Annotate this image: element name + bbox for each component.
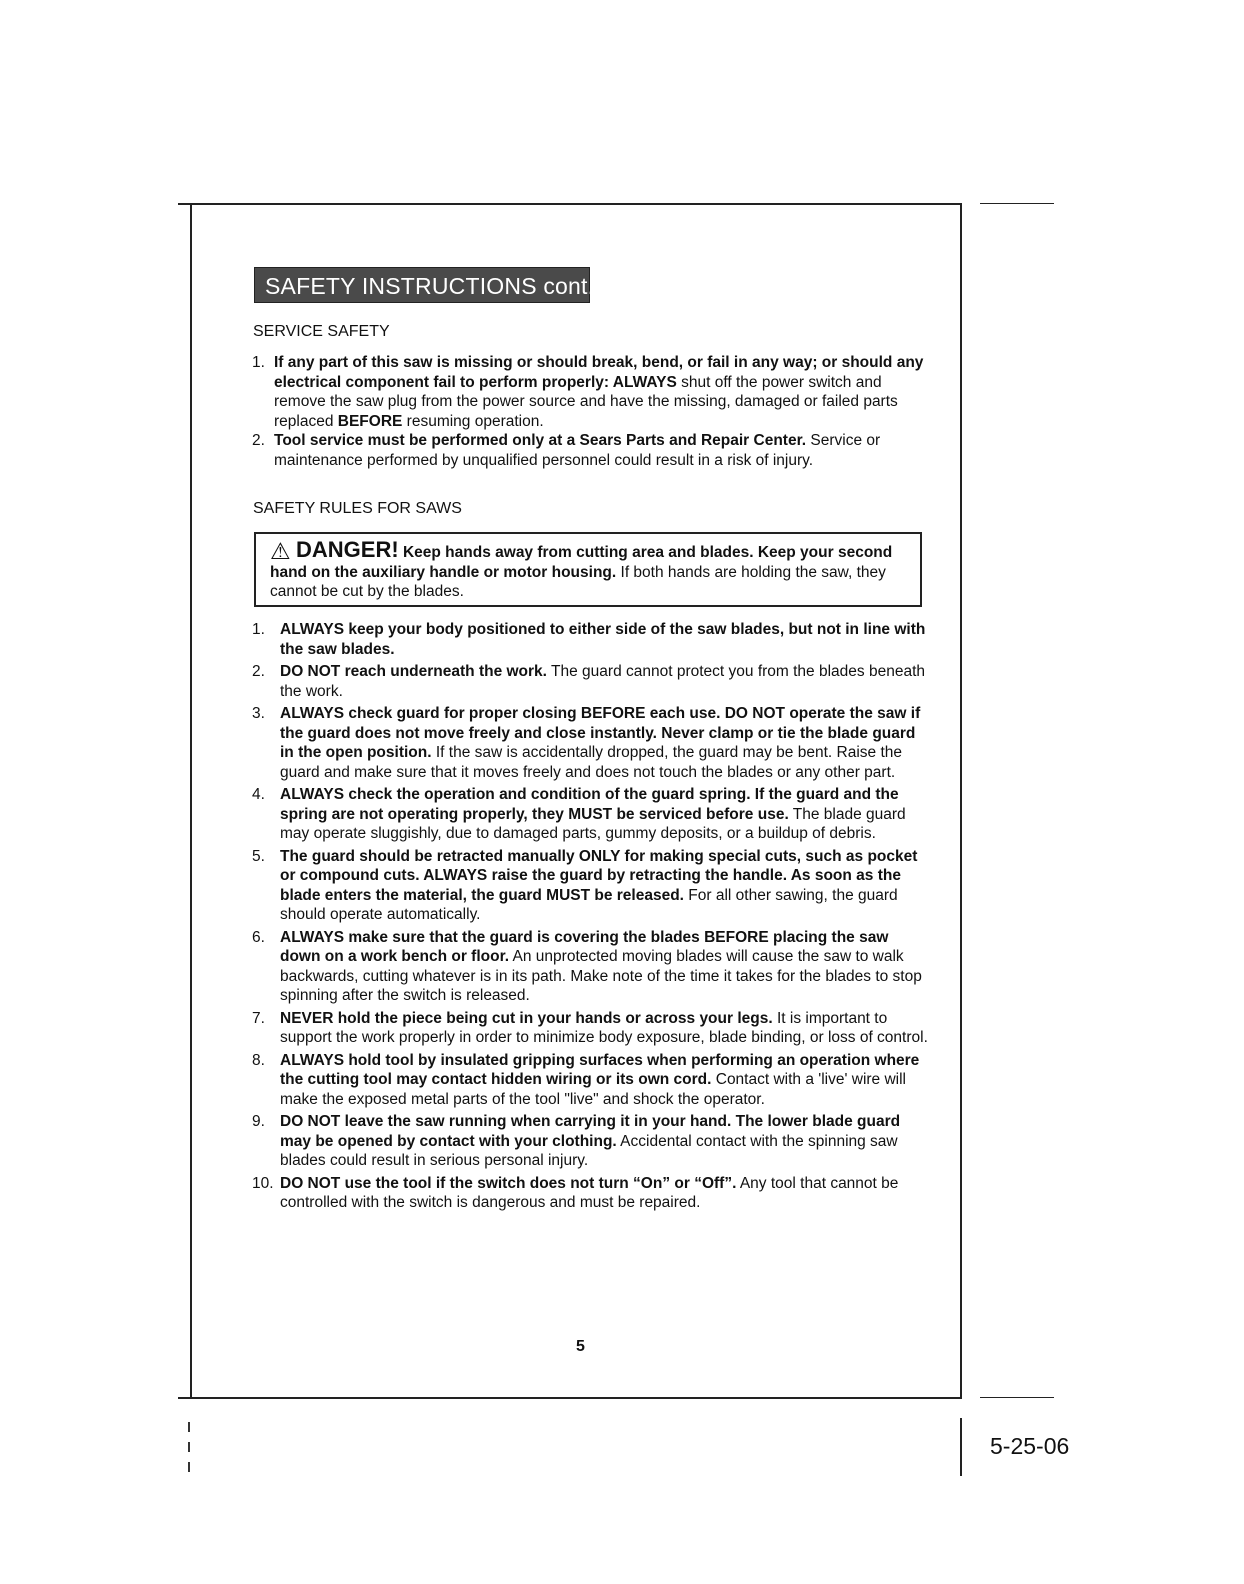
- page-number: 5: [576, 1338, 585, 1355]
- crop-mark: [188, 1442, 190, 1452]
- warning-triangle-icon: ⚠: [270, 538, 291, 564]
- list-item: [252, 1009, 930, 1048]
- left-rule: [190, 203, 192, 1399]
- item-bold-text: If any part of this saw is missing or should break, bend, or fail in any way; or should any electrical component fail to perform properly: ALWAYS: [274, 354, 924, 391]
- danger-box: [254, 532, 922, 607]
- danger-word: DANGER!: [296, 537, 399, 562]
- top-rule-right: [980, 203, 1054, 204]
- item-text: shut off the power switch and remove the saw plug from the power source and have the missing, damaged or failed parts replaced: [274, 373, 898, 430]
- list-item: [252, 847, 930, 925]
- list-item: [252, 431, 924, 470]
- safety-rules-heading: SAFETY RULES FOR SAWS: [253, 500, 462, 517]
- service-safety-heading: SERVICE SAFETY: [253, 323, 390, 340]
- item-bold-text: ALWAYS hold tool by insulated gripping surfaces when performing an operation where the cutting tool may contact hidden wiring or its own cord.: [280, 1051, 920, 1088]
- item-bold-text: DO NOT leave the saw running when carrying it in your hand. The lower blade guard may be opened by contact with your clothing.: [280, 1113, 901, 1150]
- danger-bold-text: Keep hands away from cutting area and blades. Keep your second hand on the auxiliary handle or motor housing.: [270, 544, 893, 581]
- list-item: [252, 662, 930, 701]
- item-bold-text: The guard should be retracted manually ONLY for making special cuts, such as pocket or compound cuts. ALWAYS raise the guard by retracting the handle. As soon as the blade enters the material, the guard MUST be released.: [280, 847, 918, 904]
- item-text: The blade guard may operate sluggishly, due to damaged parts, gummy deposits, or a buildup of debris.: [280, 805, 906, 842]
- item-number: 7.: [252, 1009, 265, 1027]
- item-text: resuming operation.: [402, 412, 544, 430]
- date-rule: [960, 1418, 962, 1476]
- item-text: The guard cannot protect you from the blades beneath the work.: [280, 663, 925, 700]
- right-rule: [960, 203, 962, 1399]
- item-text: Accidental contact with the spinning saw blades could result in serious personal injury.: [280, 1132, 898, 1169]
- item-bold-text: ALWAYS keep your body positioned to either side of the saw blades, but not in line with the saw blades.: [280, 621, 926, 658]
- item-text: If the saw is accidentally dropped, the guard may be bent. Raise the guard and make sure that it moves freely and does not touch the blades or any other part.: [280, 744, 902, 781]
- safety-rules-list: [252, 620, 930, 1216]
- top-rule: [178, 203, 962, 205]
- item-number: 1.: [252, 621, 265, 638]
- item-text: It is important to support the work properly in order to minimize body exposure, blade binding, or loss of control.: [280, 1009, 928, 1046]
- item-number: 2.: [252, 663, 265, 680]
- item-number: 9.: [252, 1113, 265, 1130]
- item-text: Service or maintenance performed by unqualified personnel could result in a risk of injury.: [274, 432, 881, 469]
- item-bold-text: ALWAYS make sure that the guard is covering the blades BEFORE placing the saw down on a work bench or floor.: [280, 928, 889, 965]
- list-item: [252, 1112, 930, 1171]
- item-number: 2.: [252, 432, 265, 449]
- list-item: [252, 620, 930, 659]
- item-bold-text: Tool service must be performed only at a Sears Parts and Repair Center.: [274, 432, 807, 449]
- item-number: 3.: [252, 705, 265, 722]
- list-item: [252, 785, 930, 844]
- list-item: [252, 353, 924, 431]
- item-text: Contact with a 'live' wire will make the exposed metal parts of the tool "live" and shock the operator.: [280, 1071, 906, 1108]
- service-safety-list: [252, 353, 924, 470]
- section-banner: SAFETY INSTRUCTIONS cont.: [254, 267, 590, 303]
- item-bold-text: NEVER hold the piece being cut in your hands or across your legs.: [280, 1009, 773, 1027]
- crop-mark: [188, 1462, 190, 1472]
- item-bold-text: BEFORE: [337, 412, 403, 430]
- list-item: [252, 704, 930, 782]
- date-stamp: 5-25-06: [990, 1433, 1070, 1459]
- item-number: 4.: [252, 786, 265, 803]
- item-number: 1.: [252, 354, 265, 371]
- bottom-rule-right: [980, 1397, 1054, 1398]
- danger-text: If both hands are holding the saw, they cannot be cut by the blades.: [270, 563, 886, 600]
- item-text: Any tool that cannot be controlled with the switch is dangerous and must be repaired.: [280, 1174, 899, 1211]
- item-number: 10.: [252, 1174, 274, 1192]
- list-item: [252, 928, 930, 1006]
- item-number: 6.: [252, 928, 265, 946]
- item-text: An unprotected moving blades will cause the saw to walk backwards, cutting whatever is in its path. Make note of the time it takes for the blades to stop spinning after the switch is released.: [280, 948, 922, 1004]
- item-text: For all other sawing, the guard should operate automatically.: [280, 886, 898, 923]
- list-item: [252, 1051, 930, 1110]
- bottom-rule: [178, 1397, 962, 1399]
- item-bold-text: DO NOT use the tool if the switch does not turn “On” or “Off”.: [280, 1174, 737, 1192]
- list-item: [252, 1174, 930, 1213]
- item-number: 5.: [252, 847, 265, 865]
- item-number: 8.: [252, 1051, 265, 1069]
- crop-mark: [188, 1422, 190, 1432]
- item-bold-text: DO NOT reach underneath the work.: [280, 663, 547, 680]
- item-bold-text: ALWAYS check the operation and condition of the guard spring. If the guard and the spring are not operating properly, they MUST be serviced before use.: [280, 786, 899, 823]
- item-bold-text: ALWAYS check guard for proper closing BEFORE each use. DO NOT operate the saw if the guard does not move freely and close instantly. Never clamp or tie the blade guard in the open position.: [280, 705, 921, 761]
